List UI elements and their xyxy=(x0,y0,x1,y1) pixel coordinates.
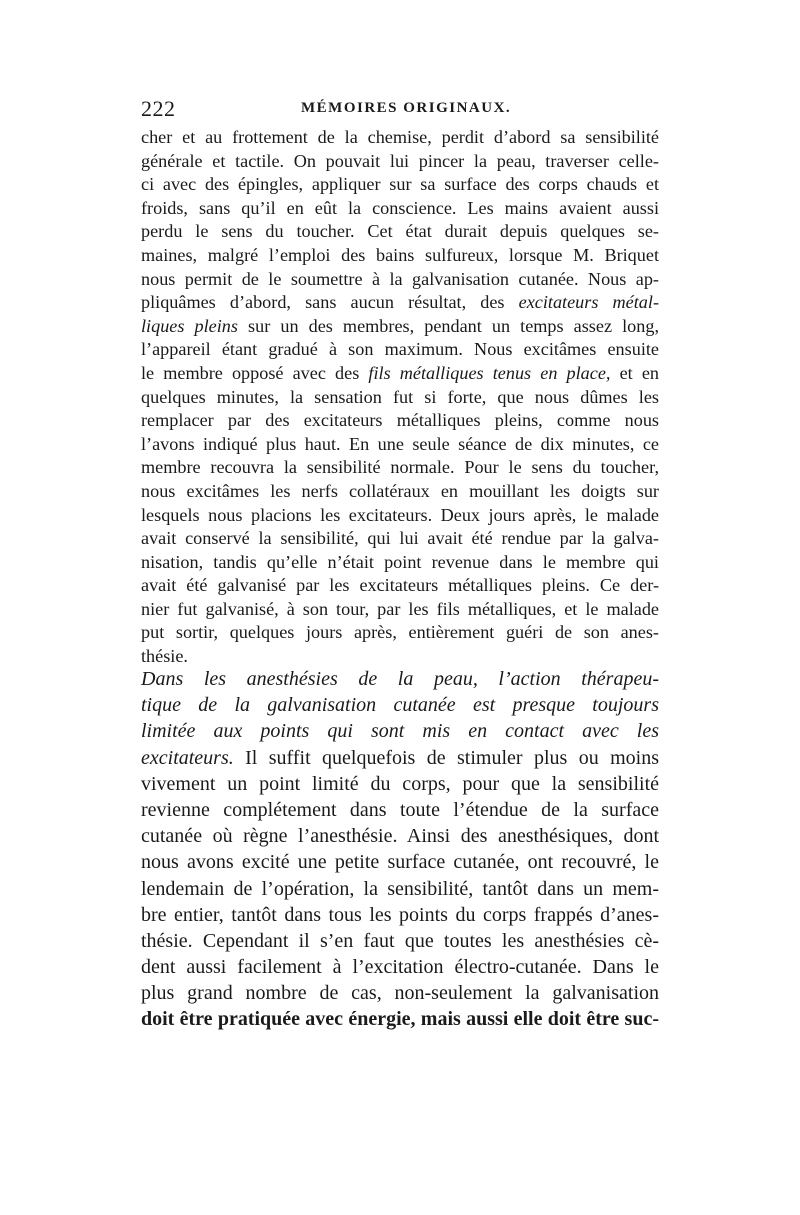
text-line xyxy=(141,692,659,718)
paragraph-continuation xyxy=(141,126,659,669)
text-line: membre recouvra la sensibilité normale. Pour le sens du toucher, xyxy=(141,457,659,478)
text-run: et en xyxy=(610,362,660,383)
text-line: quelques minutes, la sensation fut si forte, que nous dûmes les xyxy=(141,386,659,407)
italic-phrase: Dans les anesthésies de la peau, l’action thérapeu- xyxy=(141,668,659,690)
text-line: put sortir, quelques jours après, entièrement guéri de son anes- xyxy=(141,622,659,643)
text-line: nous avons excité une petite surface cutanée, ont recouvré, le xyxy=(141,851,659,874)
text-line: lesquels nous placions les excitateurs. Deux jours après, le malade xyxy=(141,504,659,525)
text-line: nous excitâmes les nerfs collatéraux en mouillant les doigts sur xyxy=(141,480,659,501)
text-line: doit être pratiquée avec énergie, mais aussi elle doit être suc- xyxy=(141,1008,659,1031)
text-line xyxy=(141,315,659,339)
text-line: ci avec des épingles, appliquer sur sa surface des corps chauds et xyxy=(141,174,659,195)
text-line xyxy=(141,666,659,692)
text-line: nous permit de le soumettre à la galvanisation cutanée. Nous ap- xyxy=(141,268,659,289)
text-line xyxy=(141,745,659,771)
text-line xyxy=(141,291,659,315)
page-number: 222 xyxy=(141,96,176,121)
text-line: avait conservé la sensibilité, qui lui avait été rendue par la galva- xyxy=(141,528,659,549)
text-line xyxy=(141,718,659,744)
text-run: le membre opposé avec des xyxy=(141,362,369,383)
text-line: remplacer par des excitateurs métalliques pleins, comme nous xyxy=(141,410,659,431)
text-line: lendemain de l’opération, la sensibilité, tantôt dans un mem- xyxy=(141,877,659,900)
text-line: l’avons indiqué plus haut. En une seule séance de dix minutes, ce xyxy=(141,433,659,454)
page-header xyxy=(141,96,659,126)
running-title: MÉMOIRES ORIGINAUX. xyxy=(301,100,512,116)
italic-phrase: excitateurs. xyxy=(141,746,234,769)
text-run: pliquâmes d’abord, sans aucun résultat, des xyxy=(141,292,519,313)
text-line: dent aussi facilement à l’excitation électro-cutanée. Dans le xyxy=(141,956,659,979)
text-line: cutanée où règne l’anesthésie. Ainsi des anesthésiques, dont xyxy=(141,825,659,848)
text-line xyxy=(141,362,659,386)
text-line: vivement un point limité du corps, pour que la sensibilité xyxy=(141,772,659,795)
italic-phrase: tique de la galvanisation cutanée est presque toujours xyxy=(141,694,659,717)
text-line: cher et au frottement de la chemise, perdit d’abord sa sensibilité xyxy=(141,127,659,147)
text-line: l’appareil étant gradué à son maximum. Nous excitâmes ensuite xyxy=(141,339,659,360)
paragraph-main xyxy=(141,666,659,1033)
text-line: thésie. Cependant il s’en faut que toutes les anesthésies cè- xyxy=(141,929,659,952)
text-line: nier fut galvanisé, à son tour, par les fils métalliques, et le malade xyxy=(141,598,659,619)
text-line: plus grand nombre de cas, non-seulement la galvanisation xyxy=(141,982,659,1005)
italic-phrase: excitateurs métal- xyxy=(518,292,659,313)
text-line: générale et tactile. On pouvait lui pincer la peau, traverser celle- xyxy=(141,150,659,171)
text-line: maines, malgré l’emploi des bains sulfureux, lorsque M. Briquet xyxy=(141,244,659,265)
text-line: nisation, tandis qu’elle n’était point revenue dans le membre qui xyxy=(141,551,659,572)
text-run: Il suffit quelquefois de stimuler plus ou moins xyxy=(233,746,659,769)
text-line: revienne complétement dans toute l’étendue de la surface xyxy=(141,798,659,821)
text-line: bre entier, tantôt dans tous les points du corps frappés d’anes- xyxy=(141,903,659,926)
text-line: froids, sans qu’il en eût la conscience. Les mains avaient aussi xyxy=(141,197,659,218)
text-line: perdu le sens du toucher. Cet état durait depuis quelques se- xyxy=(141,221,659,242)
italic-phrase: limitée aux points qui sont mis en contact avec les xyxy=(141,720,659,743)
italic-phrase: liques pleins xyxy=(141,315,238,336)
text-line: avait été galvanisé par les excitateurs métalliques pleins. Ce der- xyxy=(141,575,659,596)
text-run: sur un des membres, pendant un temps assez long, xyxy=(237,315,659,336)
text-line: thésie. xyxy=(141,646,188,667)
italic-phrase: fils métalliques tenus en place, xyxy=(368,362,611,383)
